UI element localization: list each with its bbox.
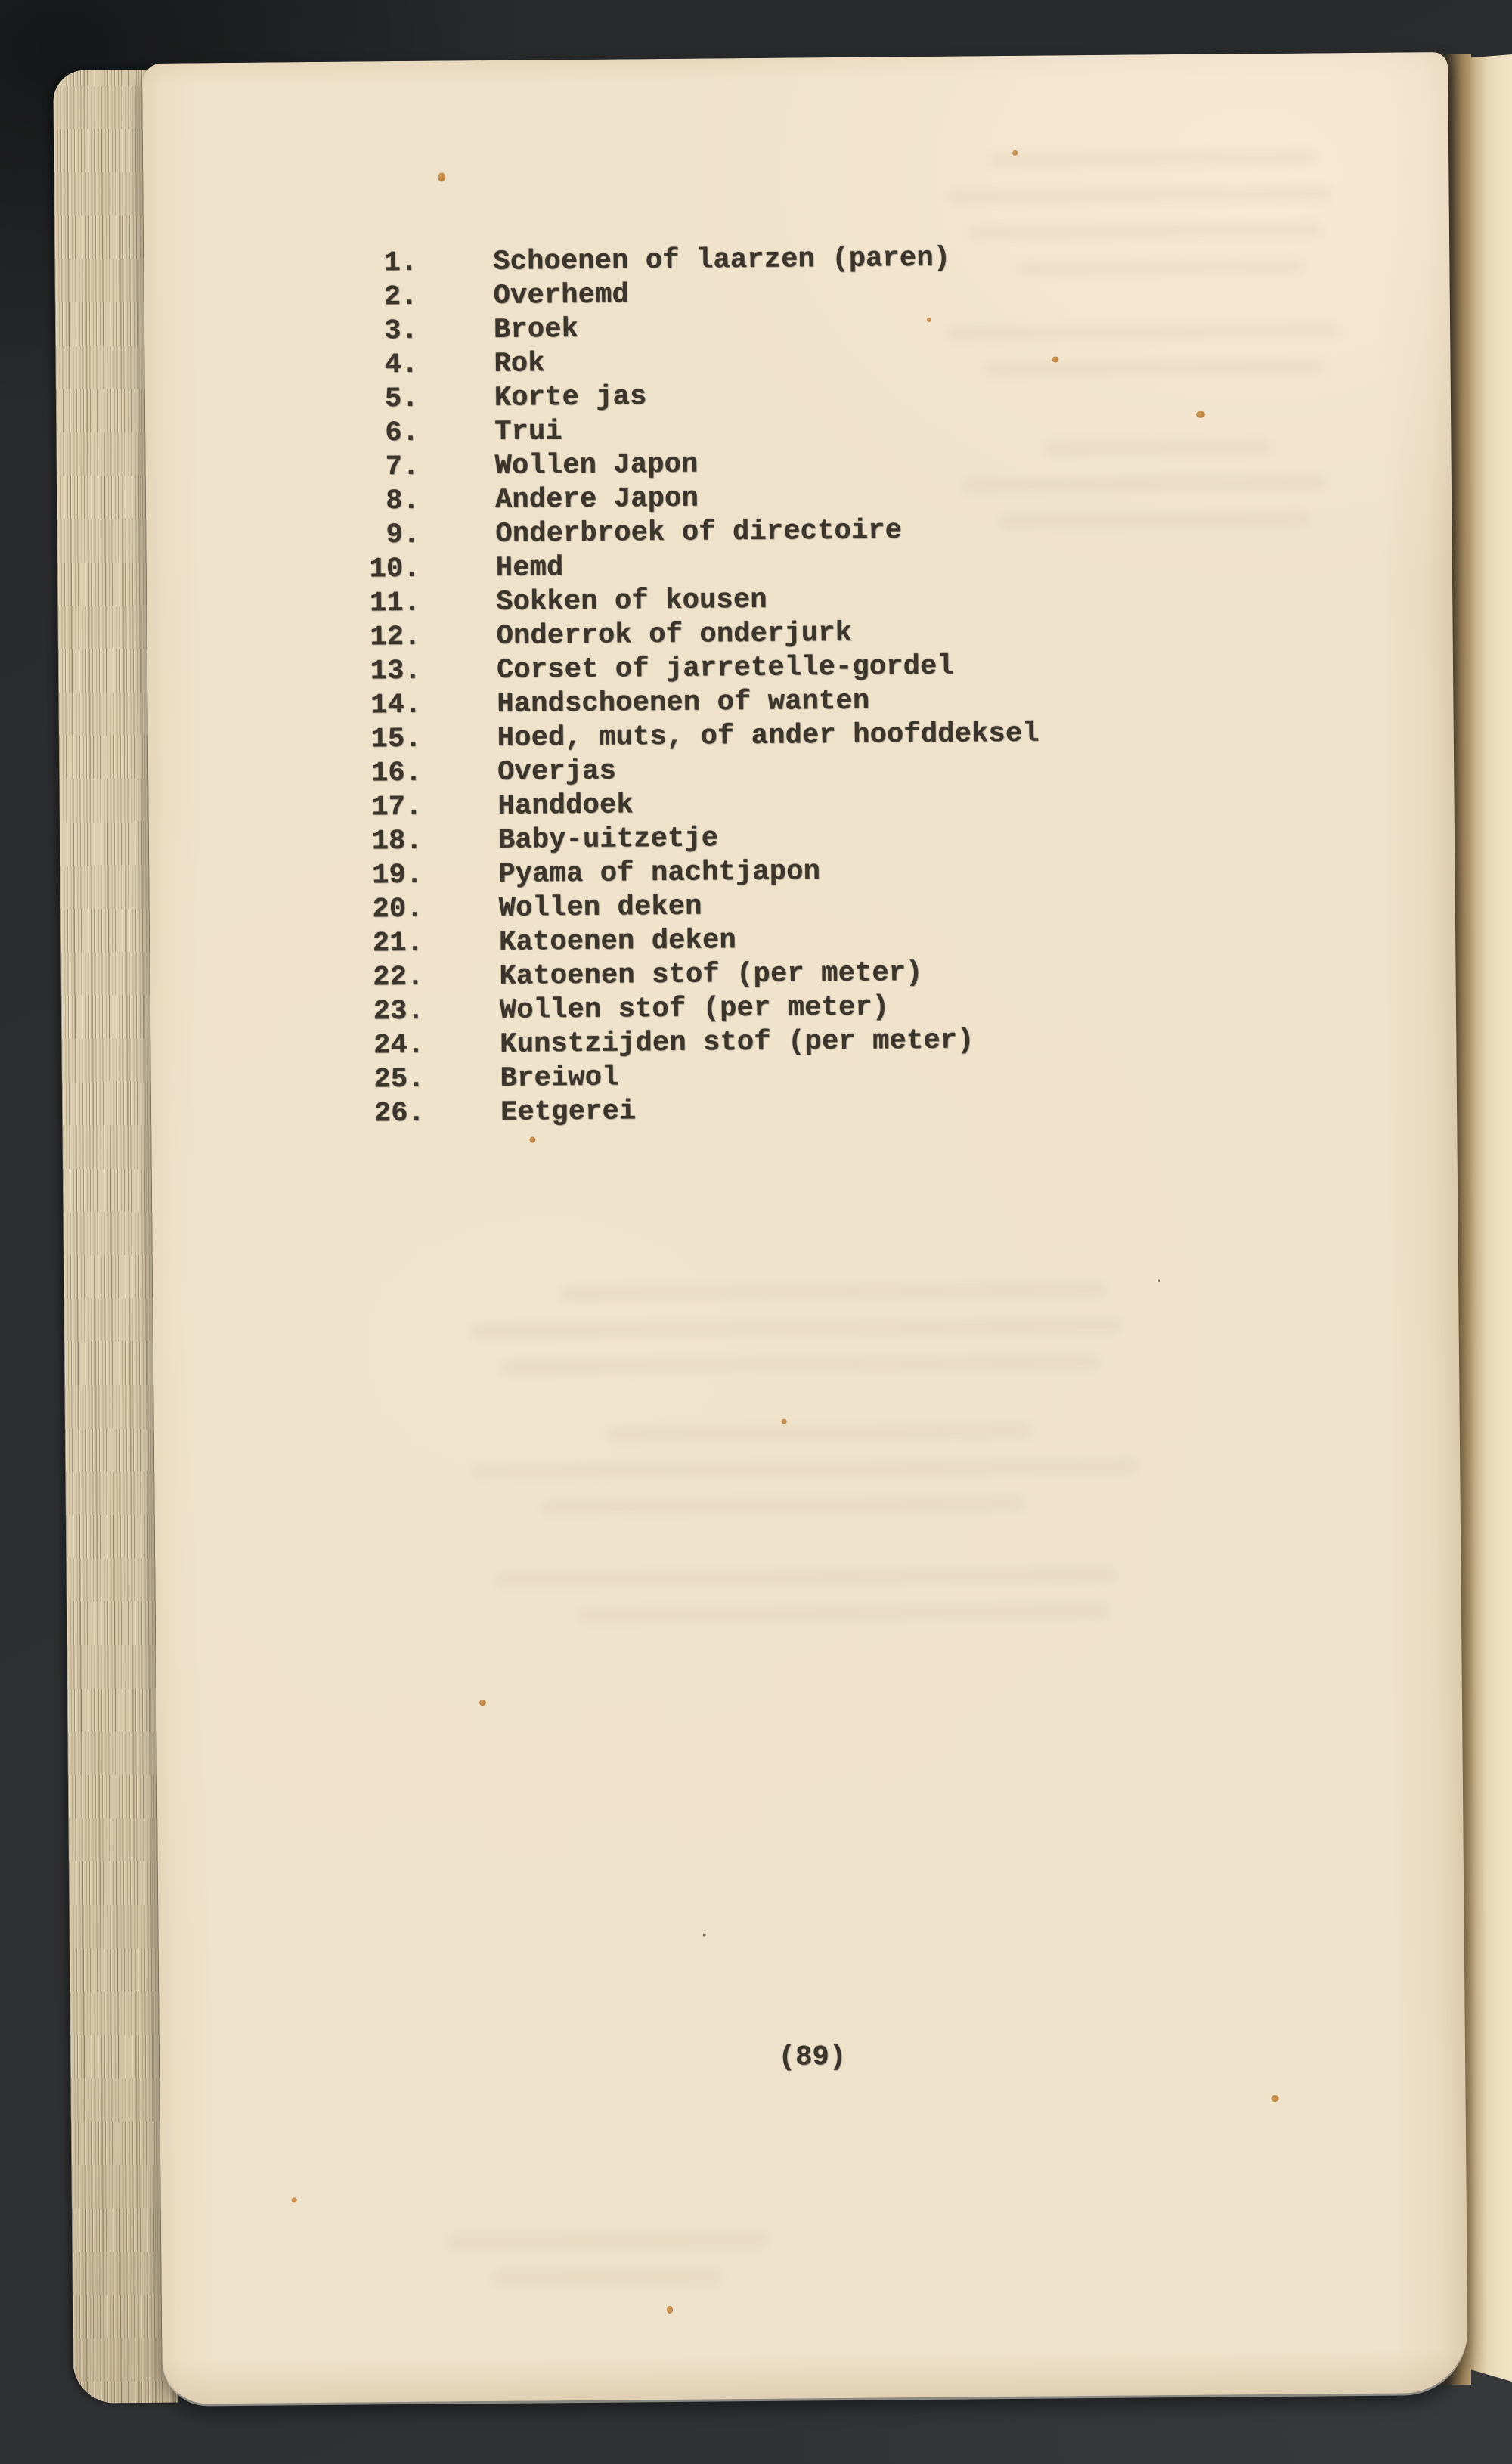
item-label: Andere Japon — [494, 482, 699, 516]
item-number: 19. — [371, 859, 423, 892]
item-number: 25. — [373, 1063, 425, 1096]
item-label: Onderbroek of directoire — [495, 515, 903, 550]
item-label: Wollen Japon — [494, 448, 699, 482]
item-label: Onderrok of onderjurk — [496, 617, 853, 652]
item-label: Eetgerei — [500, 1096, 637, 1129]
item-label: Baby-uitzetje — [497, 823, 719, 857]
paper-fleck — [1158, 1279, 1160, 1282]
item-number: 8. — [386, 485, 420, 518]
item-label: Trui — [494, 416, 563, 448]
item-label: Schoenen of laarzen (paren) — [493, 242, 951, 278]
item-label: Hemd — [495, 552, 564, 584]
paper-stain — [782, 1419, 787, 1424]
item-number: 2. — [383, 280, 418, 314]
item-number: 4. — [384, 349, 419, 382]
bleedthrough-ghost-text — [470, 1283, 1176, 1647]
paper-stain — [479, 1700, 486, 1706]
paper-stain — [1012, 150, 1018, 156]
item-label: Pyama of nachtjapon — [498, 856, 821, 891]
item-number: 13. — [370, 655, 422, 688]
item-number: 11. — [369, 587, 421, 620]
item-label: Handdoek — [497, 789, 634, 823]
bleedthrough-ghost-text — [448, 2234, 774, 2310]
paper-stain — [1272, 2095, 1279, 2102]
item-number: 7. — [385, 451, 420, 484]
item-label: Broek — [493, 313, 579, 346]
item-number: 22. — [373, 961, 424, 994]
item-number: 1. — [383, 246, 418, 280]
item-number: 16. — [370, 757, 423, 790]
item-number: 18. — [371, 825, 423, 858]
item-label: Overjas — [497, 755, 617, 789]
item-number: 12. — [370, 621, 421, 654]
item-number: 26. — [373, 1097, 426, 1130]
item-number: 10. — [369, 553, 421, 586]
paper-stain — [667, 2306, 673, 2314]
item-label: Sokken of kousen — [496, 584, 767, 618]
item-number: 15. — [370, 723, 422, 756]
item-label: Kunstzijden stof (per meter) — [500, 1024, 974, 1061]
item-number: 20. — [372, 893, 423, 926]
item-number: 5. — [384, 383, 420, 416]
item-label: Katoenen deken — [498, 925, 736, 959]
item-label: Rok — [494, 348, 545, 380]
item-label: Overhemd — [493, 279, 630, 312]
item-label: Corset of jarretelle-gordel — [496, 650, 955, 687]
item-label: Hoed, muts, of ander hoofddeksel — [497, 718, 1040, 755]
paper-stain — [529, 1136, 535, 1142]
item-number: 3. — [384, 315, 419, 348]
item-label: Korte jas — [494, 381, 647, 414]
book-page — [142, 52, 1468, 2404]
item-number: 24. — [373, 1029, 425, 1062]
item-label: Wollen deken — [498, 891, 702, 925]
item-label: Handschoenen of wanten — [497, 685, 870, 721]
page-number: (89) — [778, 2041, 847, 2074]
item-number: 14. — [370, 689, 422, 722]
item-number: 9. — [386, 519, 420, 552]
clothing-items-list — [144, 238, 1457, 1134]
item-number: 23. — [373, 995, 425, 1028]
paper-fleck — [703, 1934, 706, 1937]
paper-stain — [438, 172, 445, 181]
item-label: Breiwol — [500, 1062, 619, 1095]
item-label: Wollen stof (per meter) — [499, 991, 890, 1027]
next-page-edge — [1468, 54, 1512, 2382]
item-number: 6. — [385, 417, 420, 450]
book — [53, 52, 1468, 2408]
item-number: 21. — [372, 927, 424, 960]
item-number: 17. — [371, 791, 423, 824]
paper-stain — [292, 2197, 297, 2202]
item-label: Katoenen stof (per meter) — [499, 957, 923, 993]
